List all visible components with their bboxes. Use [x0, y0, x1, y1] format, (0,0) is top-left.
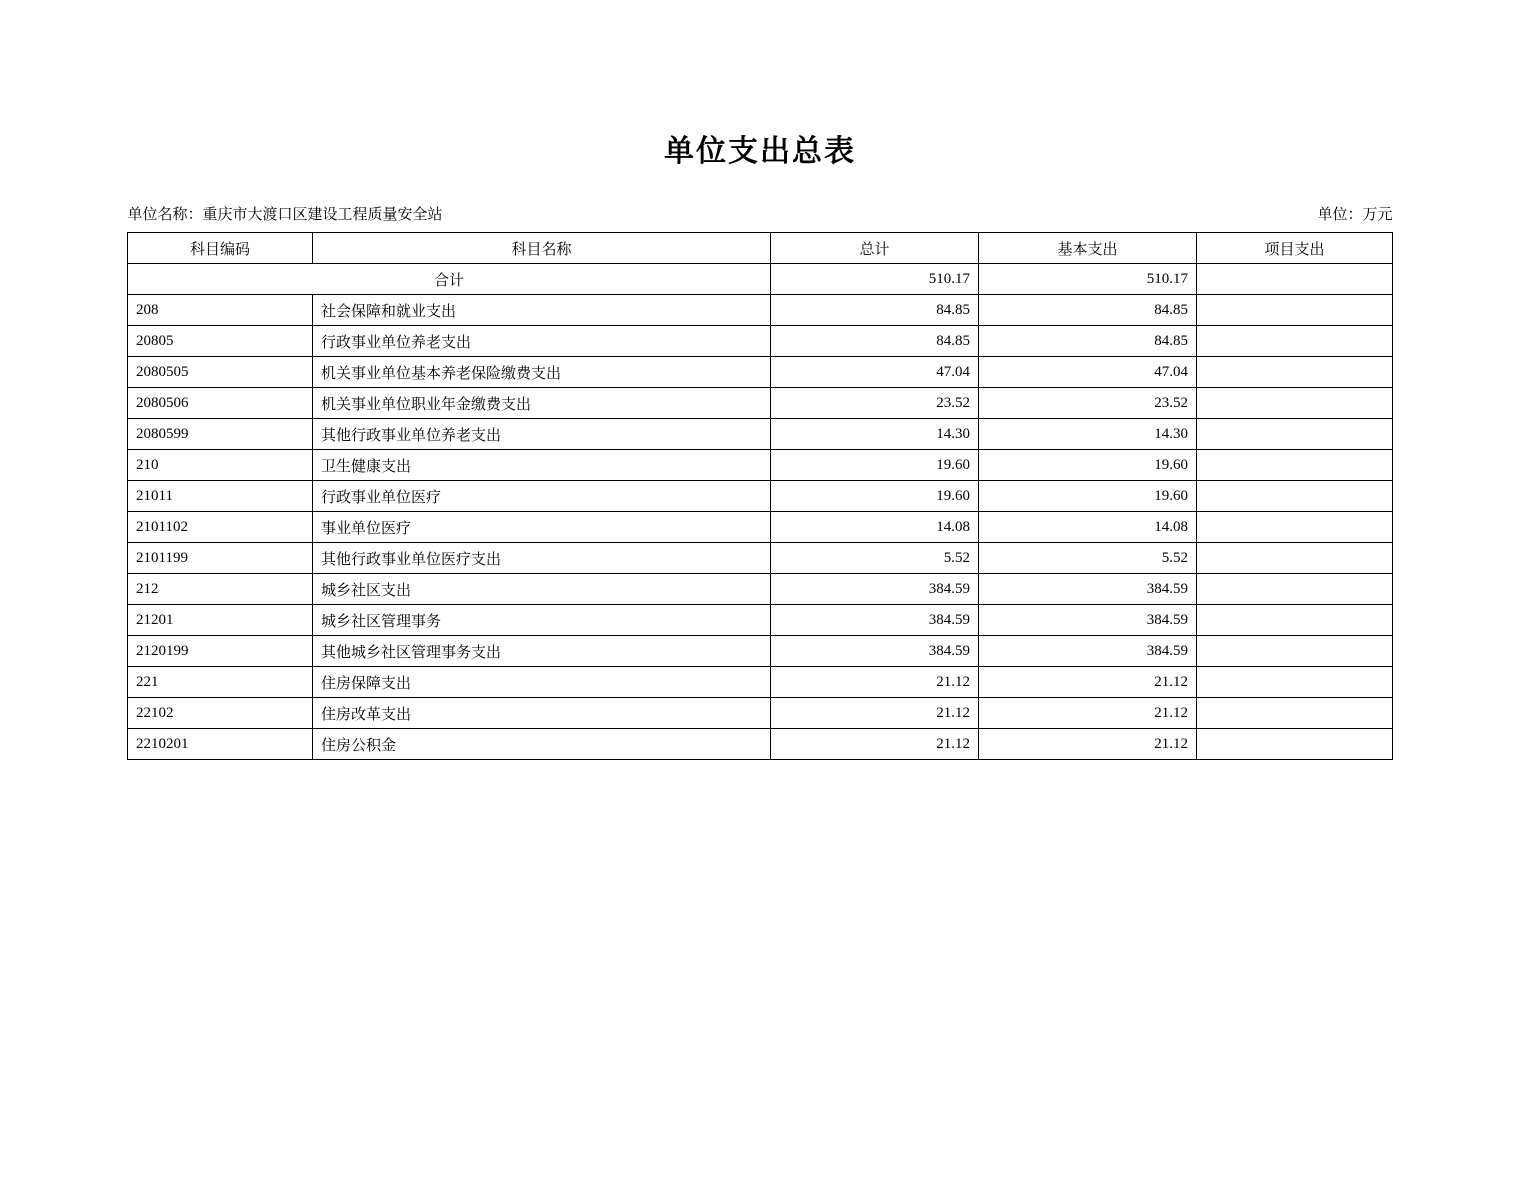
row-basic: 21.12 — [979, 667, 1197, 698]
header-project: 项目支出 — [1197, 233, 1393, 264]
table-row — [128, 264, 1393, 295]
row-code: 221 — [128, 667, 313, 698]
row-basic: 384.59 — [979, 605, 1197, 636]
row-total: 84.85 — [771, 326, 979, 357]
row-total: 384.59 — [771, 605, 979, 636]
row-basic: 5.52 — [979, 543, 1197, 574]
row-project — [1197, 295, 1393, 326]
row-basic: 84.85 — [979, 326, 1197, 357]
table-row — [128, 636, 1393, 667]
row-code: 21201 — [128, 605, 313, 636]
row-name: 城乡社区管理事务 — [313, 605, 771, 636]
row-basic: 21.12 — [979, 698, 1197, 729]
table-row — [128, 357, 1393, 388]
document-meta — [128, 206, 1393, 224]
row-summary-label: 合计 — [128, 264, 771, 295]
row-name: 其他行政事业单位养老支出 — [313, 419, 771, 450]
row-total: 47.04 — [771, 357, 979, 388]
row-basic: 14.30 — [979, 419, 1197, 450]
page-title: 单位支出总表 — [664, 135, 856, 168]
row-project — [1197, 357, 1393, 388]
row-name: 机关事业单位职业年金缴费支出 — [313, 388, 771, 419]
row-code: 212 — [128, 574, 313, 605]
row-basic: 14.08 — [979, 512, 1197, 543]
row-project — [1197, 667, 1393, 698]
row-basic: 384.59 — [979, 574, 1197, 605]
row-code: 2210201 — [128, 729, 313, 760]
row-project — [1197, 605, 1393, 636]
row-name: 其他城乡社区管理事务支出 — [313, 636, 771, 667]
table-row — [128, 667, 1393, 698]
row-total: 5.52 — [771, 543, 979, 574]
row-name: 卫生健康支出 — [313, 450, 771, 481]
row-total: 19.60 — [771, 450, 979, 481]
row-name: 住房公积金 — [313, 729, 771, 760]
row-code: 21011 — [128, 481, 313, 512]
table-row — [128, 698, 1393, 729]
row-project — [1197, 636, 1393, 667]
table-row — [128, 388, 1393, 419]
header-total: 总计 — [771, 233, 979, 264]
expenditure-table — [127, 232, 1393, 760]
row-project — [1197, 388, 1393, 419]
header-code: 科目编码 — [128, 233, 313, 264]
table-row — [128, 326, 1393, 357]
row-project — [1197, 698, 1393, 729]
row-code: 2080599 — [128, 419, 313, 450]
row-code: 208 — [128, 295, 313, 326]
row-total: 21.12 — [771, 698, 979, 729]
row-name: 社会保障和就业支出 — [313, 295, 771, 326]
row-project — [1197, 729, 1393, 760]
row-total: 14.08 — [771, 512, 979, 543]
row-code: 2080505 — [128, 357, 313, 388]
table-row — [128, 605, 1393, 636]
row-code: 2101199 — [128, 543, 313, 574]
row-total: 21.12 — [771, 667, 979, 698]
row-total: 510.17 — [771, 264, 979, 295]
row-basic: 21.12 — [979, 729, 1197, 760]
table-body — [128, 264, 1393, 760]
amount-unit-label: 单位：万元 — [1317, 207, 1393, 223]
unit-name-label: 单位名称： — [127, 207, 203, 223]
row-total: 21.12 — [771, 729, 979, 760]
row-code: 22102 — [128, 698, 313, 729]
row-name: 行政事业单位医疗 — [313, 481, 771, 512]
row-name: 住房改革支出 — [313, 698, 771, 729]
row-total: 384.59 — [771, 636, 979, 667]
row-project — [1197, 574, 1393, 605]
row-project — [1197, 512, 1393, 543]
row-code: 210 — [128, 450, 313, 481]
row-basic: 19.60 — [979, 450, 1197, 481]
unit-name — [128, 206, 443, 224]
row-name: 事业单位医疗 — [313, 512, 771, 543]
row-basic: 47.04 — [979, 357, 1197, 388]
row-project — [1197, 481, 1393, 512]
row-code: 2101102 — [128, 512, 313, 543]
table-row — [128, 574, 1393, 605]
table-row — [128, 450, 1393, 481]
row-name: 行政事业单位养老支出 — [313, 326, 771, 357]
row-project — [1197, 450, 1393, 481]
row-total: 19.60 — [771, 481, 979, 512]
table-row — [128, 481, 1393, 512]
row-basic: 19.60 — [979, 481, 1197, 512]
row-project — [1197, 419, 1393, 450]
row-basic: 384.59 — [979, 636, 1197, 667]
row-basic: 84.85 — [979, 295, 1197, 326]
table-row — [128, 295, 1393, 326]
row-name: 城乡社区支出 — [313, 574, 771, 605]
header-basic: 基本支出 — [979, 233, 1197, 264]
table-row — [128, 729, 1393, 760]
document-page — [0, 126, 1520, 1200]
table-row — [128, 419, 1393, 450]
row-project — [1197, 543, 1393, 574]
table-header-row — [128, 233, 1393, 264]
row-name: 住房保障支出 — [313, 667, 771, 698]
row-name: 机关事业单位基本养老保险缴费支出 — [313, 357, 771, 388]
row-code: 20805 — [128, 326, 313, 357]
row-total: 14.30 — [771, 419, 979, 450]
row-project — [1197, 264, 1393, 295]
row-total: 23.52 — [771, 388, 979, 419]
row-basic: 510.17 — [979, 264, 1197, 295]
table-row — [128, 512, 1393, 543]
row-code: 2120199 — [128, 636, 313, 667]
row-name: 其他行政事业单位医疗支出 — [313, 543, 771, 574]
row-basic: 23.52 — [979, 388, 1197, 419]
header-name: 科目名称 — [313, 233, 771, 264]
row-code: 2080506 — [128, 388, 313, 419]
row-total: 84.85 — [771, 295, 979, 326]
table-row — [128, 543, 1393, 574]
row-total: 384.59 — [771, 574, 979, 605]
row-project — [1197, 326, 1393, 357]
unit-name-value: 重庆市大渡口区建设工程质量安全站 — [202, 207, 443, 223]
